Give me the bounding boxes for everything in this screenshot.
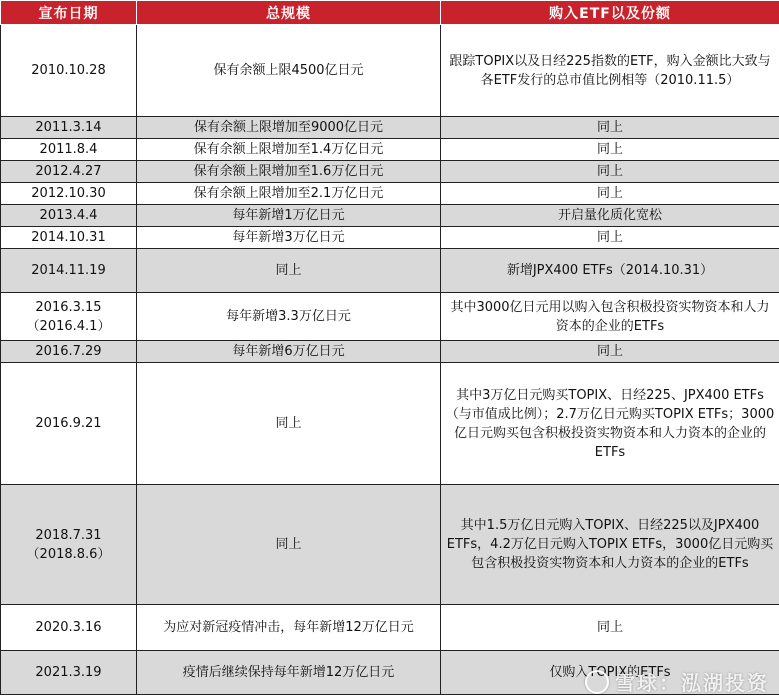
cell-purchase: 跟踪TOPIX以及日经225指数的ETF，购入金额比大致与各ETF发行的总市值比例相等（2010.11.5）	[441, 25, 779, 117]
cell-date: 2011.3.14	[1, 117, 137, 139]
cell-date: 2016.9.21	[1, 363, 137, 485]
cell-date: 2021.3.19	[1, 651, 137, 695]
table-row	[1, 227, 779, 249]
cell-purchase: 同上	[441, 605, 779, 651]
cell-date: 2016.7.29	[1, 341, 137, 363]
table-row	[1, 249, 779, 293]
cell-purchase: 同上	[441, 183, 779, 205]
table-row	[1, 183, 779, 205]
cell-purchase: 开启量化质化宽松	[441, 205, 779, 227]
table-row	[1, 485, 779, 605]
table-row	[1, 205, 779, 227]
watermark	[585, 667, 769, 696]
table-row	[1, 117, 779, 139]
cell-date: 2014.10.31	[1, 227, 137, 249]
cell-scale: 保有余额上限增加至9000亿日元	[137, 117, 441, 139]
header-purchase: 购入ETF以及份额	[441, 1, 779, 25]
cell-date: 2011.8.4	[1, 139, 137, 161]
table-header-row	[1, 1, 779, 25]
cell-date: 2014.11.19	[1, 249, 137, 293]
cell-scale: 为应对新冠疫情冲击，每年新增12万亿日元	[137, 605, 441, 651]
cell-purchase: 其中3万亿日元购买TOPIX、日经225、JPX400 ETFs（与市值成比例）；2.7万亿日元购买TOPIX ETFs；3000亿日元购买包含积极投资实物资本和人力资本的企业的ETFs	[441, 363, 779, 485]
cell-scale: 疫情后继续保持每年新增12万亿日元	[137, 651, 441, 695]
cell-scale: 同上	[137, 485, 441, 605]
table-row	[1, 139, 779, 161]
cell-scale: 保有余额上限增加至2.1万亿日元	[137, 183, 441, 205]
cell-purchase: 同上	[441, 161, 779, 183]
table-row	[1, 363, 779, 485]
cell-scale: 每年新增6万亿日元	[137, 341, 441, 363]
cell-scale: 同上	[137, 249, 441, 293]
table-row	[1, 161, 779, 183]
cell-scale: 保有余额上限4500亿日元	[137, 25, 441, 117]
cell-scale: 同上	[137, 363, 441, 485]
snowball-logo-icon	[585, 670, 609, 694]
cell-date: 2013.4.4	[1, 205, 137, 227]
cell-purchase: 同上	[441, 341, 779, 363]
table-row	[1, 605, 779, 651]
table-row	[1, 341, 779, 363]
cell-purchase: 新增JPX400 ETFs（2014.10.31）	[441, 249, 779, 293]
cell-date: 2012.10.30	[1, 183, 137, 205]
cell-purchase: 其中3000亿日元用以购入包含积极投资实物资本和人力资本的企业的ETFs	[441, 293, 779, 341]
cell-purchase: 同上	[441, 117, 779, 139]
cell-scale: 每年新增1万亿日元	[137, 205, 441, 227]
cell-purchase: 同上	[441, 139, 779, 161]
table-row	[1, 25, 779, 117]
cell-scale: 保有余额上限增加至1.4万亿日元	[137, 139, 441, 161]
cell-scale: 每年新增3万亿日元	[137, 227, 441, 249]
cell-date: 2010.10.28	[1, 25, 137, 117]
cell-purchase: 其中1.5万亿日元购入TOPIX、日经225以及JPX400 ETFs，4.2万亿日元购入TOPIX ETFs，3000亿日元购买包含积极投资实物资本和人力资本的企业的ETFs	[441, 485, 779, 605]
cell-purchase: 仅购入TOPIX的ETFs	[441, 651, 779, 695]
cell-date: 2018.7.31（2018.8.6）	[1, 485, 137, 605]
cell-date: 2020.3.16	[1, 605, 137, 651]
cell-scale: 每年新增3.3万亿日元	[137, 293, 441, 341]
cell-scale: 保有余额上限增加至1.6万亿日元	[137, 161, 441, 183]
header-date: 宣布日期	[1, 1, 137, 25]
table-row	[1, 293, 779, 341]
watermark-text: 雪球：泓湖投资	[615, 671, 769, 695]
header-scale: 总规模	[137, 1, 441, 25]
cell-date: 2016.3.15（2016.4.1）	[1, 293, 137, 341]
cell-date: 2012.4.27	[1, 161, 137, 183]
cell-purchase: 同上	[441, 227, 779, 249]
